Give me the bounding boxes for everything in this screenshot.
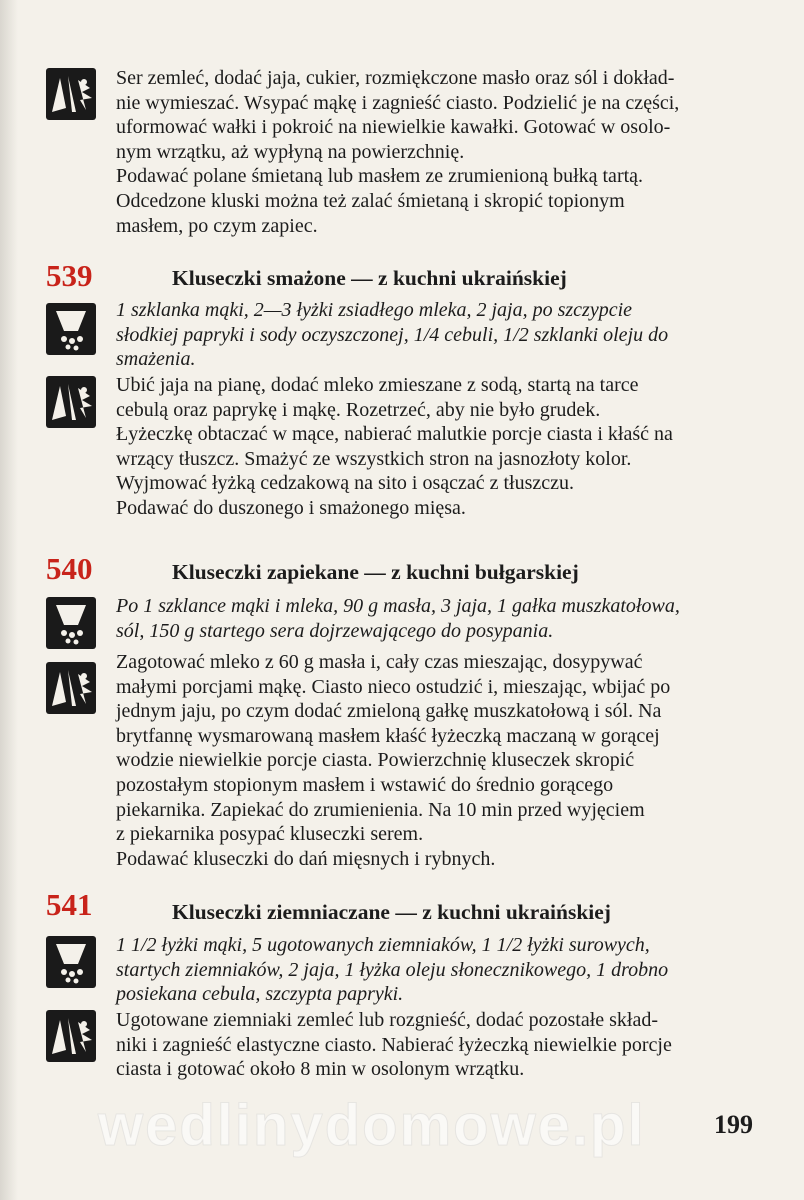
preparation-icon	[46, 662, 96, 714]
method-line: Podawać kluseczki do dań mięsnych i rybnych.	[116, 847, 496, 870]
recipe-method	[116, 1008, 766, 1082]
recipe-number: 540	[46, 551, 93, 586]
recipe-ingredients	[116, 594, 766, 643]
method-line: małymi porcjami mąkę. Ciasto nieco ostudzić i, mieszając, wbijać po	[116, 675, 671, 698]
method-line: Łyżeczkę obtaczać w mące, nabierać malutkie porcje ciasta i kłaść na	[116, 423, 673, 446]
intro-line: nym wrzątku, aż wypłyną na powierzchnię.	[116, 140, 465, 163]
recipe-title: Kluseczki zapiekane — z kuchni bułgarskiej	[172, 560, 579, 584]
method-line: piekarnika. Zapiekać do zrumienienia. Na 10 min przed wyjęciem	[116, 798, 645, 821]
recipe-ingredients	[116, 298, 766, 372]
intro-method-text	[116, 66, 766, 238]
page-edge-shadow	[0, 0, 18, 1200]
method-line: wrzący tłuszcz. Smażyć ze wszystkich stron na jasnozłoty kolor.	[116, 447, 632, 470]
recipe-title: Kluseczki ziemniaczane — z kuchni ukraińskiej	[172, 900, 611, 924]
recipe-number: 539	[46, 258, 93, 293]
method-line: Wyjmować łyżką cedzakową na sito i osączać z tłuszczu.	[116, 472, 575, 495]
method-line: pozostałym stopionym masłem i wstawić do średnio gorącego	[116, 773, 614, 796]
ingredients-line: 1 1/2 łyżki mąki, 5 ugotowanych ziemniaków, 1 1/2 łyżki surowych,	[116, 934, 650, 956]
method-line: ciasta i gotować około 8 min w osolonym wrzątku.	[116, 1058, 525, 1081]
intro-line: Podawać polane śmietaną lub masłem ze zrumienioną bułką tartą.	[116, 165, 644, 188]
recipe-title: Kluseczki smażone — z kuchni ukraińskiej	[172, 266, 567, 290]
intro-line: Odcedzone kluski można też zalać śmietaną i skropić topionym	[116, 189, 625, 212]
preparation-icon	[46, 376, 96, 428]
intro-line: uformować wałki i pokroić na niewielkie kawałki. Gotować w osolo-	[116, 116, 671, 139]
method-line: Zagotować mleko z 60 g masła i, cały czas mieszając, dosypywać	[116, 651, 643, 673]
recipe-ingredients	[116, 933, 766, 1007]
method-line: niki i zagnieść elastyczne ciasto. Nabierać łyżeczką niewielkie porcje	[116, 1033, 672, 1056]
ingredients-line: posiekana cebula, szczypta papryki.	[116, 983, 404, 1006]
ingredients-line: sól, 150 g startego sera dojrzewającego do posypania.	[116, 619, 554, 642]
ingredients-icon	[46, 303, 96, 355]
preparation-icon	[46, 68, 96, 120]
method-line: Podawać do duszonego i smażonego mięsa.	[116, 496, 466, 519]
recipe-number: 541	[46, 887, 93, 922]
ingredients-icon	[46, 936, 96, 988]
ingredients-line: Po 1 szklance mąki i mleka, 90 g masła, 3 jaja, 1 gałka muszkatołowa,	[116, 595, 680, 617]
preparation-icon	[46, 1010, 96, 1062]
recipe-method	[116, 650, 766, 871]
method-line: wodzie niewielkie porcje ciasta. Powierzchnię kluseczek skropić	[116, 749, 635, 772]
method-line: cebulą oraz paprykę i mąkę. Rozetrzeć, aby nie było grudek.	[116, 398, 601, 421]
intro-line: nie wymieszać. Wsypać mąkę i zagnieść ciasto. Podzielić je na części,	[116, 91, 680, 114]
method-line: jednym jaju, po czym dodać zmieloną gałkę muszkatołową i sól. Na	[116, 700, 662, 723]
ingredients-icon	[46, 597, 96, 649]
method-line: brytfannę wysmarowaną masłem kłaść łyżeczką maczaną w gorącej	[116, 724, 660, 747]
method-line: Ugotowane ziemniaki zemleć lub rozgnieść, dodać pozostałe skład-	[116, 1009, 659, 1031]
watermark: wedlinydomowe.pl	[98, 1093, 646, 1158]
ingredients-line: smażenia.	[116, 348, 196, 371]
intro-line: Ser zemleć, dodać jaja, cukier, rozmiękczone masło oraz sól i dokład-	[116, 67, 675, 89]
recipe-method	[116, 373, 766, 521]
method-line: Ubić jaja na pianę, dodać mleko zmieszane z sodą, startą na tarce	[116, 374, 639, 396]
ingredients-line: 1 szklanka mąki, 2—3 łyżki zsiadłego mleka, 2 jaja, po szczypcie	[116, 299, 633, 321]
ingredients-line: startych ziemniaków, 2 jaja, 1 łyżka oleju słonecznikowego, 1 drobno	[116, 958, 669, 981]
ingredients-line: słodkiej papryki i sody oczyszczonej, 1/4 cebuli, 1/2 szklanki oleju do	[116, 323, 669, 346]
method-line: z piekarnika posypać kluseczki serem.	[116, 823, 424, 846]
page-number: 199	[714, 1110, 753, 1139]
intro-line: masłem, po czym zapiec.	[116, 214, 318, 237]
